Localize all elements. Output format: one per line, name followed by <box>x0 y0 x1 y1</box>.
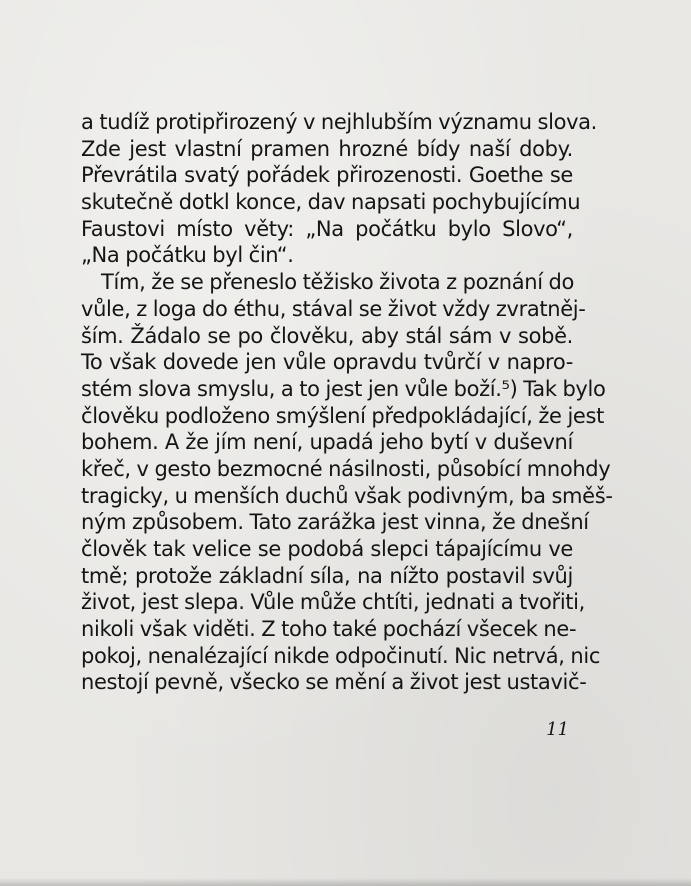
text-line: pokoj, nenalézající nikde odpočinutí. Nic netrvá, nic <box>81 643 601 668</box>
text-line: To však dovede jen vůle opravdu tvůrčí v napro- <box>81 350 573 375</box>
text-line: stém slova smyslu, a to jest jen vůle boží.⁵) Tak bylo <box>81 376 606 401</box>
text-line: „Na počátku byl čin“. <box>81 243 294 268</box>
text-line: život, jest slepa. Vůle může chtíti, jednati a tvořiti, <box>81 590 585 615</box>
text-line: ným způsobem. Tato zarážka jest vinna, že dnešní <box>81 510 589 535</box>
text-line: člověku podloženo smýšlení předpokládající, že jest <box>81 403 604 428</box>
text-line: Zde jest vlastní pramen hrozné bídy naší doby. <box>81 136 573 161</box>
text-line: bohem. A že jím není, upadá jeho bytí v duševní <box>81 430 573 455</box>
text-line: Faustovi místo věty: „Na počátku bylo Slovo“, <box>81 216 573 241</box>
text-line: nikoli však viděti. Z toho také pochází všecek ne- <box>81 617 577 642</box>
text-line: nestojí pevně, všecko se mění a život jest ustavič- <box>81 670 587 695</box>
text-line: ším. Žádalo se po člověku, aby stál sám v sobě. <box>81 323 573 348</box>
text-line: křeč, v gesto bezmocné násilnosti, působící mnohdy <box>81 456 611 481</box>
body-text <box>81 109 613 696</box>
text-line: Převrátila svatý pořádek přirozenosti. Goethe se <box>81 163 573 188</box>
text-line: Tím, že se přeneslo těžisko života z poznání do <box>101 270 574 295</box>
page-number: 11 <box>546 719 569 740</box>
text-line: tragicky, u menších duchů však podivným, ba směš- <box>81 483 613 508</box>
text-line: vůle, z loga do éthu, stával se život vždy zvratněj- <box>81 296 586 321</box>
text-line: a tudíž protipřirozený v nejhlubším významu slova. <box>81 110 597 134</box>
text-line: skutečně dotkl konce, dav napsati pochybujícímu <box>81 190 581 215</box>
text-line: člověk tak velice se podobá slepci tápajícímu ve <box>81 537 573 561</box>
text-line: tmě; protože základní síla, na nížto postavil svůj <box>81 563 573 588</box>
